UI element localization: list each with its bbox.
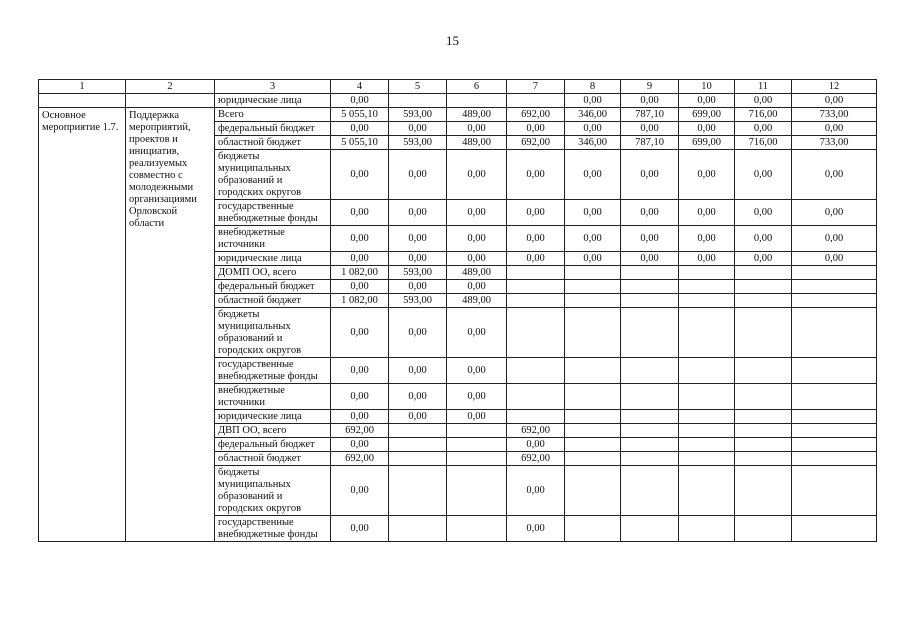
column-header: 2 [126, 80, 215, 94]
value-cell [621, 466, 679, 516]
value-cell [735, 266, 792, 280]
value-cell [621, 452, 679, 466]
header-row [39, 80, 877, 94]
value-cell [565, 424, 621, 438]
value-cell: 0,00 [792, 150, 877, 200]
value-cell [679, 410, 735, 424]
value-cell [621, 410, 679, 424]
value-cell [507, 358, 565, 384]
column-header: 6 [447, 80, 507, 94]
value-cell: 0,00 [389, 200, 447, 226]
value-cell [735, 466, 792, 516]
value-cell: 5 055,10 [331, 108, 389, 122]
value-cell: 0,00 [389, 308, 447, 358]
value-cell: 0,00 [735, 150, 792, 200]
value-cell: 489,00 [447, 108, 507, 122]
value-cell [792, 280, 877, 294]
value-cell: 0,00 [621, 122, 679, 136]
row-category: юридические лица [215, 410, 331, 424]
value-cell: 0,00 [389, 410, 447, 424]
activity-cell-empty [39, 94, 126, 108]
value-cell: 692,00 [507, 452, 565, 466]
value-cell: 0,00 [792, 226, 877, 252]
value-cell: 0,00 [679, 200, 735, 226]
column-header: 3 [215, 80, 331, 94]
value-cell: 733,00 [792, 136, 877, 150]
value-cell [679, 384, 735, 410]
value-cell [679, 308, 735, 358]
value-cell [679, 466, 735, 516]
value-cell: 0,00 [565, 122, 621, 136]
value-cell [792, 438, 877, 452]
value-cell [621, 516, 679, 542]
value-cell [565, 452, 621, 466]
value-cell [679, 424, 735, 438]
value-cell: 0,00 [735, 226, 792, 252]
value-cell: 593,00 [389, 266, 447, 280]
value-cell: 0,00 [331, 358, 389, 384]
value-cell [507, 280, 565, 294]
row-category: федеральный бюджет [215, 122, 331, 136]
value-cell [735, 424, 792, 438]
budget-table [38, 79, 877, 542]
value-cell: 346,00 [565, 108, 621, 122]
value-cell [792, 452, 877, 466]
row-category: бюджеты муниципальных образований и городских округов [215, 150, 331, 200]
column-header: 5 [389, 80, 447, 94]
value-cell [447, 466, 507, 516]
value-cell: 0,00 [447, 150, 507, 200]
row-category: областной бюджет [215, 136, 331, 150]
value-cell: 0,00 [621, 200, 679, 226]
value-cell: 0,00 [735, 200, 792, 226]
row-category: юридические лица [215, 94, 331, 108]
value-cell: 593,00 [389, 294, 447, 308]
value-cell [621, 294, 679, 308]
value-cell: 0,00 [792, 252, 877, 266]
value-cell: 0,00 [507, 150, 565, 200]
row-category: внебюджетные источники [215, 384, 331, 410]
value-cell: 0,00 [565, 252, 621, 266]
value-cell: 0,00 [331, 410, 389, 424]
value-cell: 0,00 [507, 466, 565, 516]
value-cell: 593,00 [389, 136, 447, 150]
value-cell: 0,00 [507, 122, 565, 136]
value-cell: 716,00 [735, 108, 792, 122]
value-cell: 0,00 [447, 384, 507, 410]
value-cell: 0,00 [621, 252, 679, 266]
value-cell [389, 516, 447, 542]
value-cell: 692,00 [507, 136, 565, 150]
value-cell [507, 410, 565, 424]
value-cell: 0,00 [507, 200, 565, 226]
value-cell [621, 438, 679, 452]
value-cell: 489,00 [447, 266, 507, 280]
value-cell: 699,00 [679, 136, 735, 150]
value-cell: 5 055,10 [331, 136, 389, 150]
value-cell [565, 466, 621, 516]
value-cell: 0,00 [507, 252, 565, 266]
value-cell [565, 384, 621, 410]
value-cell: 0,00 [389, 358, 447, 384]
column-header: 11 [735, 80, 792, 94]
value-cell: 0,00 [679, 252, 735, 266]
value-cell [389, 438, 447, 452]
value-cell [507, 266, 565, 280]
column-header: 12 [792, 80, 877, 94]
value-cell [735, 294, 792, 308]
value-cell: 346,00 [565, 136, 621, 150]
value-cell: 0,00 [331, 466, 389, 516]
value-cell [621, 280, 679, 294]
value-cell: 0,00 [331, 94, 389, 108]
value-cell [565, 410, 621, 424]
value-cell [735, 516, 792, 542]
value-cell [792, 266, 877, 280]
value-cell [792, 294, 877, 308]
value-cell: 0,00 [389, 122, 447, 136]
value-cell: 0,00 [792, 122, 877, 136]
value-cell: 0,00 [735, 94, 792, 108]
value-cell: 0,00 [331, 122, 389, 136]
value-cell [792, 308, 877, 358]
value-cell [389, 94, 447, 108]
column-header: 7 [507, 80, 565, 94]
value-cell [792, 424, 877, 438]
value-cell [792, 384, 877, 410]
value-cell: 0,00 [331, 516, 389, 542]
row-category: областной бюджет [215, 452, 331, 466]
value-cell [735, 384, 792, 410]
row-category: федеральный бюджет [215, 280, 331, 294]
value-cell: 0,00 [447, 200, 507, 226]
value-cell: 692,00 [331, 452, 389, 466]
value-cell [447, 452, 507, 466]
value-cell: 0,00 [679, 226, 735, 252]
value-cell: 0,00 [792, 200, 877, 226]
row-category: бюджеты муниципальных образований и городских округов [215, 466, 331, 516]
value-cell: 716,00 [735, 136, 792, 150]
value-cell [679, 452, 735, 466]
value-cell: 0,00 [331, 438, 389, 452]
value-cell [621, 424, 679, 438]
row-category: областной бюджет [215, 294, 331, 308]
value-cell: 0,00 [735, 252, 792, 266]
value-cell [735, 410, 792, 424]
value-cell [679, 516, 735, 542]
value-cell: 0,00 [389, 150, 447, 200]
value-cell: 0,00 [621, 94, 679, 108]
value-cell: 0,00 [331, 200, 389, 226]
value-cell: 0,00 [565, 150, 621, 200]
value-cell [735, 308, 792, 358]
value-cell: 0,00 [565, 94, 621, 108]
value-cell: 0,00 [735, 122, 792, 136]
value-cell [565, 358, 621, 384]
value-cell [621, 384, 679, 410]
value-cell: 0,00 [447, 308, 507, 358]
value-cell [735, 438, 792, 452]
activity-cell: Основное мероприятие 1.7. [39, 108, 126, 542]
value-cell: 0,00 [621, 150, 679, 200]
value-cell [389, 452, 447, 466]
description-cell-empty [126, 94, 215, 108]
value-cell [389, 424, 447, 438]
value-cell: 0,00 [621, 226, 679, 252]
row-category: государственные внебюджетные фонды [215, 516, 331, 542]
value-cell [565, 294, 621, 308]
row-category: федеральный бюджет [215, 438, 331, 452]
value-cell [565, 516, 621, 542]
value-cell: 0,00 [331, 384, 389, 410]
value-cell: 0,00 [331, 280, 389, 294]
value-cell: 0,00 [679, 94, 735, 108]
value-cell: 0,00 [565, 200, 621, 226]
value-cell: 0,00 [389, 280, 447, 294]
value-cell [735, 280, 792, 294]
value-cell [621, 266, 679, 280]
value-cell [565, 280, 621, 294]
value-cell [565, 266, 621, 280]
value-cell: 787,10 [621, 108, 679, 122]
value-cell [792, 410, 877, 424]
value-cell [447, 424, 507, 438]
value-cell: 0,00 [331, 252, 389, 266]
column-header: 1 [39, 80, 126, 94]
row-category: государственные внебюджетные фонды [215, 358, 331, 384]
value-cell [679, 266, 735, 280]
row-category: ДВП ОО, всего [215, 424, 331, 438]
value-cell [447, 438, 507, 452]
value-cell: 0,00 [507, 438, 565, 452]
row-category: бюджеты муниципальных образований и городских округов [215, 308, 331, 358]
value-cell [507, 384, 565, 410]
value-cell: 0,00 [331, 150, 389, 200]
value-cell: 0,00 [447, 226, 507, 252]
value-cell: 0,00 [507, 226, 565, 252]
value-cell [679, 294, 735, 308]
row-category: Всего [215, 108, 331, 122]
page-number: 15 [446, 33, 459, 48]
table-row [39, 108, 877, 122]
value-cell [447, 94, 507, 108]
value-cell [679, 438, 735, 452]
value-cell: 0,00 [389, 226, 447, 252]
value-cell: 0,00 [447, 410, 507, 424]
value-cell: 0,00 [792, 94, 877, 108]
value-cell: 0,00 [389, 384, 447, 410]
value-cell [565, 308, 621, 358]
column-header: 9 [621, 80, 679, 94]
value-cell [792, 466, 877, 516]
value-cell [679, 280, 735, 294]
value-cell [792, 516, 877, 542]
value-cell [735, 452, 792, 466]
value-cell [565, 438, 621, 452]
column-header: 4 [331, 80, 389, 94]
value-cell: 0,00 [565, 226, 621, 252]
value-cell [792, 358, 877, 384]
value-cell: 0,00 [389, 252, 447, 266]
value-cell: 692,00 [331, 424, 389, 438]
column-header: 10 [679, 80, 735, 94]
value-cell: 0,00 [447, 252, 507, 266]
value-cell: 0,00 [447, 280, 507, 294]
row-category: ДОМП ОО, всего [215, 266, 331, 280]
value-cell [735, 358, 792, 384]
value-cell [621, 358, 679, 384]
value-cell: 489,00 [447, 136, 507, 150]
value-cell: 0,00 [507, 516, 565, 542]
value-cell: 692,00 [507, 108, 565, 122]
value-cell: 699,00 [679, 108, 735, 122]
row-category: внебюджетные источники [215, 226, 331, 252]
value-cell: 0,00 [447, 358, 507, 384]
value-cell: 692,00 [507, 424, 565, 438]
value-cell [507, 294, 565, 308]
value-cell: 787,10 [621, 136, 679, 150]
value-cell [621, 308, 679, 358]
row-category: государственные внебюджетные фонды [215, 200, 331, 226]
activity-description: Поддержка мероприятий, проектов и инициатив, реализуемых совместно с молодежными организациями Орловской области [126, 108, 215, 542]
value-cell: 0,00 [331, 308, 389, 358]
value-cell [389, 466, 447, 516]
column-header: 8 [565, 80, 621, 94]
table-row [39, 94, 877, 108]
value-cell: 1 082,00 [331, 294, 389, 308]
value-cell [507, 308, 565, 358]
value-cell: 0,00 [679, 150, 735, 200]
row-category: юридические лица [215, 252, 331, 266]
value-cell: 0,00 [447, 122, 507, 136]
value-cell [507, 94, 565, 108]
value-cell: 0,00 [331, 226, 389, 252]
value-cell [447, 516, 507, 542]
value-cell: 593,00 [389, 108, 447, 122]
value-cell [679, 358, 735, 384]
value-cell: 1 082,00 [331, 266, 389, 280]
value-cell: 489,00 [447, 294, 507, 308]
value-cell: 733,00 [792, 108, 877, 122]
value-cell: 0,00 [679, 122, 735, 136]
